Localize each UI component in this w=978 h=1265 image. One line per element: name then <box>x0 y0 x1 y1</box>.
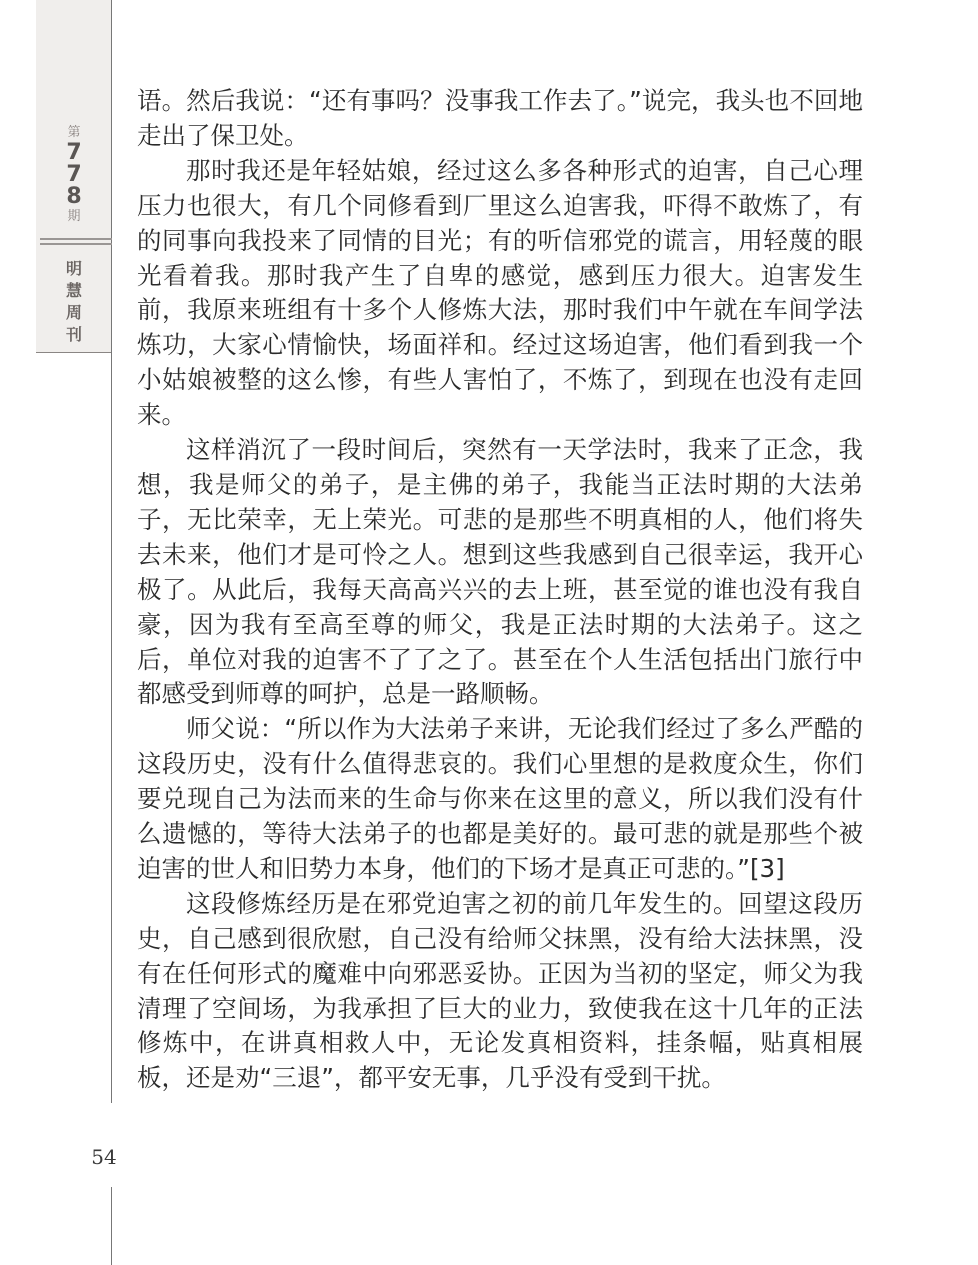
tab-divider <box>40 243 112 245</box>
issue-digit: 7 <box>66 140 82 165</box>
magazine-char: 明 <box>65 259 82 278</box>
magazine-char: 刊 <box>65 325 82 344</box>
tab-divider <box>40 238 112 240</box>
paragraph: 这段修炼经历是在邪党迫害之初的前几年发生的。回望这段历史，自己感到很欣慰，自己没有给师父抹黑，没有给大法抹黑，没有在任何形式的魔难中向邪恶妥协。正因为当初的坚定，师父为我清理了空间场，为我承担了巨大的业力，致使我在这十几年的正法修炼中，在讲真相救人中，无论发真相资料，挂条幅，贴真相展板，还是劝“三退”，都平安无事，几乎没有受到干扰。 <box>137 888 863 1093</box>
paragraph: 语。然后我说：“还有事吗？没事我工作去了。”说完，我头也不回地走出了保卫处。 <box>137 86 863 150</box>
magazine-char: 慧 <box>65 281 82 300</box>
magazine-char: 周 <box>65 303 82 322</box>
paragraph: 那时我还是年轻姑娘，经过这么多各种形式的迫害，自己心理压力也很大，有几个同修看到厂里这么迫害我，吓得不敢炼了，有的同事向我投来了同情的目光；有的听信邪党的谎言，用轻蔑的眼光看着我。那时我产生了自卑的感觉，感到压力很大。迫害发生前，我原来班组有十多个人修炼大法，那时我们中午就在车间学法炼功，大家心情愉快，场面祥和。经过这场迫害，他们看到我一个小姑娘被整的这么惨，有些人害怕了，不炼了，到现在也没有走回来。 <box>137 155 863 430</box>
issue-digit: 7 <box>66 162 82 187</box>
issue-prefix: 第 <box>67 125 81 140</box>
paragraph: 这样消沉了一段时间后，突然有一天学法时，我来了正念，我想，我是师父的弟子，是主佛的弟子，我能当正法时期的大法弟子，无比荣幸，无上荣光。可悲的是那些不明真相的人，他们将失去未来，他们才是可怜之人。想到这些我感到自己很幸运，我开心极了。从此后，我每天高高兴兴的去上班，甚至觉的谁也没有我自豪，因为我有至高至尊的师父，我是正法时期的大法弟子。这之后，单位对我的迫害不了了之了。甚至在个人生活包括出门旅行中都感受到师尊的呵护，总是一路顺畅。 <box>137 435 863 709</box>
magazine-title <box>36 258 112 346</box>
issue-digit: 8 <box>66 184 82 209</box>
issue-label <box>36 124 112 226</box>
paragraph: 师父说：“所以作为大法弟子来讲，无论我们经过了多么严酷的这段历史，没有什么值得悲哀的。我们心里想的是救度众生，你们要兑现自己为法而来的生命与你来在这里的意义，所以我们没有什么遗憾的，等待大法弟子的也都是美好的。最可悲的就是那些个被迫害的世人和旧势力本身，他们的下场才是真正可悲的。”[3] <box>137 714 863 883</box>
article-body <box>137 84 863 1096</box>
issue-suffix: 期 <box>67 209 81 224</box>
page-number: 54 <box>91 1145 117 1169</box>
